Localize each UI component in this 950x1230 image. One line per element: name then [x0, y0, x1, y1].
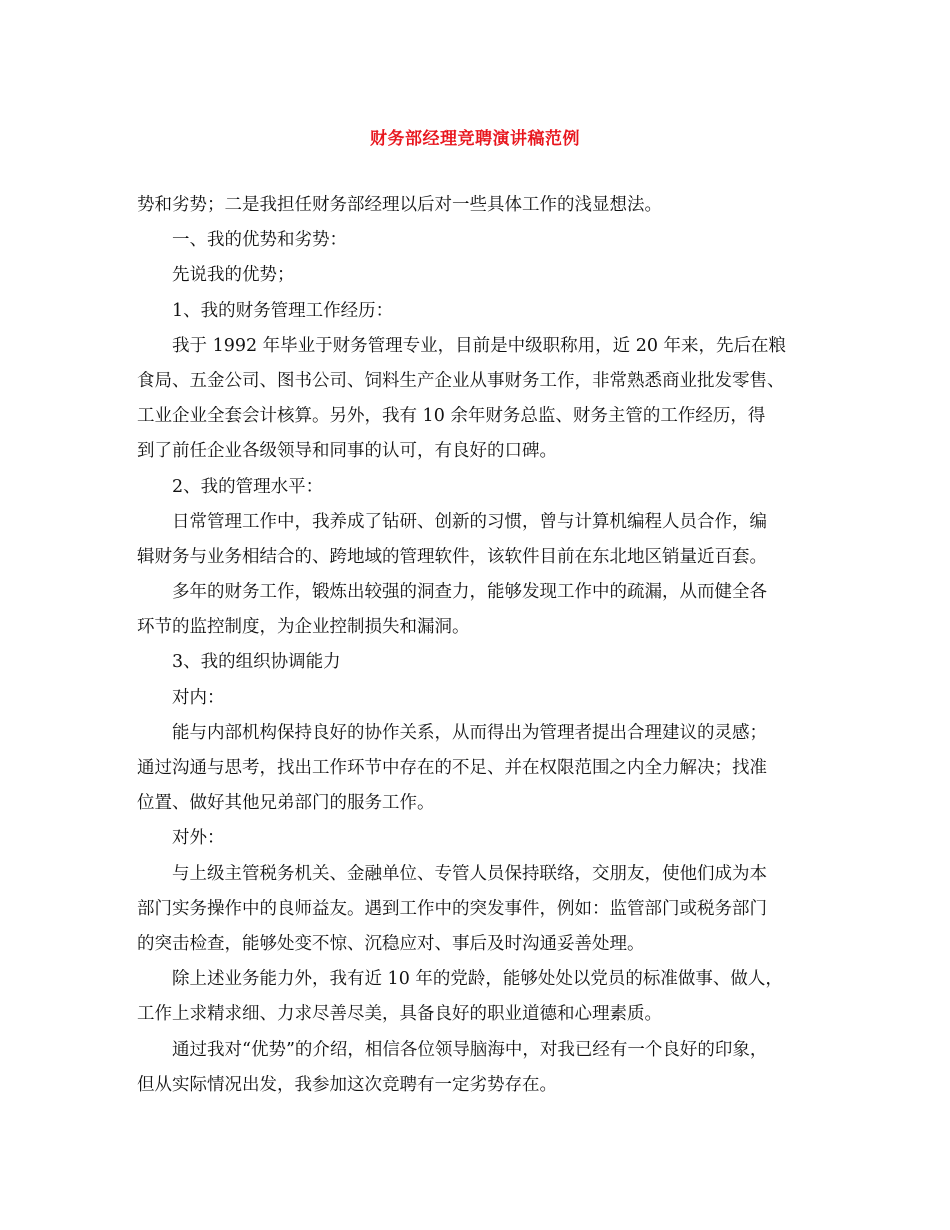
- text-line: 环节的监控制度，为企业控制损失和漏洞。: [137, 617, 470, 638]
- text-line: 的突击检查，能够处变不惊、沉稳应对、事后及时沟通妥善处理。: [137, 933, 645, 954]
- text-line: 能与内部机构保持良好的协作关系，从而得出为管理者提出合理建议的灵感；: [172, 722, 767, 743]
- text-line: 一、我的优势和劣势：: [172, 230, 347, 251]
- text-line: 日常管理工作中，我养成了钻研、创新的习惯，曾与计算机编程人员合作，编: [172, 511, 767, 532]
- text-line: 我于 1992 年毕业于财务管理专业，目前是中级职称用，近 20 年来，先后在粮: [172, 335, 787, 356]
- text-line: 食局、五金公司、图书公司、饲料生产企业从事财务工作，非常熟悉商业批发零售、: [137, 370, 785, 391]
- text-line: 但从实际情况出发，我参加这次竞聘有一定劣势存在。: [137, 1074, 557, 1095]
- text-line: 3、我的组织协调能力: [172, 652, 341, 673]
- text-line: 通过我对“优势”的介绍，相信各位领导脑海中，对我已经有一个良好的印象，: [172, 1039, 768, 1060]
- text-line: 除上述业务能力外，我有近 10 年的党龄，能够处处以党员的标准做事、做人，: [172, 969, 783, 990]
- text-line: 辑财务与业务相结合的、跨地域的管理软件，该软件目前在东北地区销量近百套。: [137, 546, 767, 567]
- text-line: 工作上求精求细、力求尽善尽美，具备良好的职业道德和心理素质。: [137, 1004, 662, 1025]
- text-line: 对外：: [172, 828, 225, 849]
- text-line: 1、我的财务管理工作经历：: [172, 300, 394, 321]
- text-line: 部门实务操作中的良师益友。遇到工作中的突发事件，例如：监管部门或税务部门: [137, 898, 767, 919]
- document-body: [137, 188, 817, 1103]
- document-title: 财务部经理竞聘演讲稿范例: [370, 129, 580, 149]
- text-line: 先说我的优势；: [172, 265, 295, 286]
- text-line: 多年的财务工作，锻炼出较强的洞查力，能够发现工作中的疏漏，从而健全各: [172, 582, 767, 603]
- text-line: 到了前任企业各级领导和同事的认可，有良好的口碑。: [137, 441, 557, 462]
- text-line: 2、我的管理水平：: [172, 476, 324, 497]
- text-line: 对内：: [172, 687, 225, 708]
- text-line: 与上级主管税务机关、金融单位、专管人员保持联络，交朋友，使他们成为本: [172, 863, 767, 884]
- text-line: 通过沟通与思考，找出工作环节中存在的不足、并在权限范围之内全力解决；找准: [137, 758, 767, 778]
- text-line: 位置、做好其他兄弟部门的服务工作。: [137, 793, 435, 814]
- text-line: 工业企业全套会计核算。另外，我有 10 余年财务总监、财务主管的工作经历，得: [137, 406, 766, 427]
- text-line: 势和劣势；二是我担任财务部经理以后对一些具体工作的浅显想法。: [137, 195, 662, 215]
